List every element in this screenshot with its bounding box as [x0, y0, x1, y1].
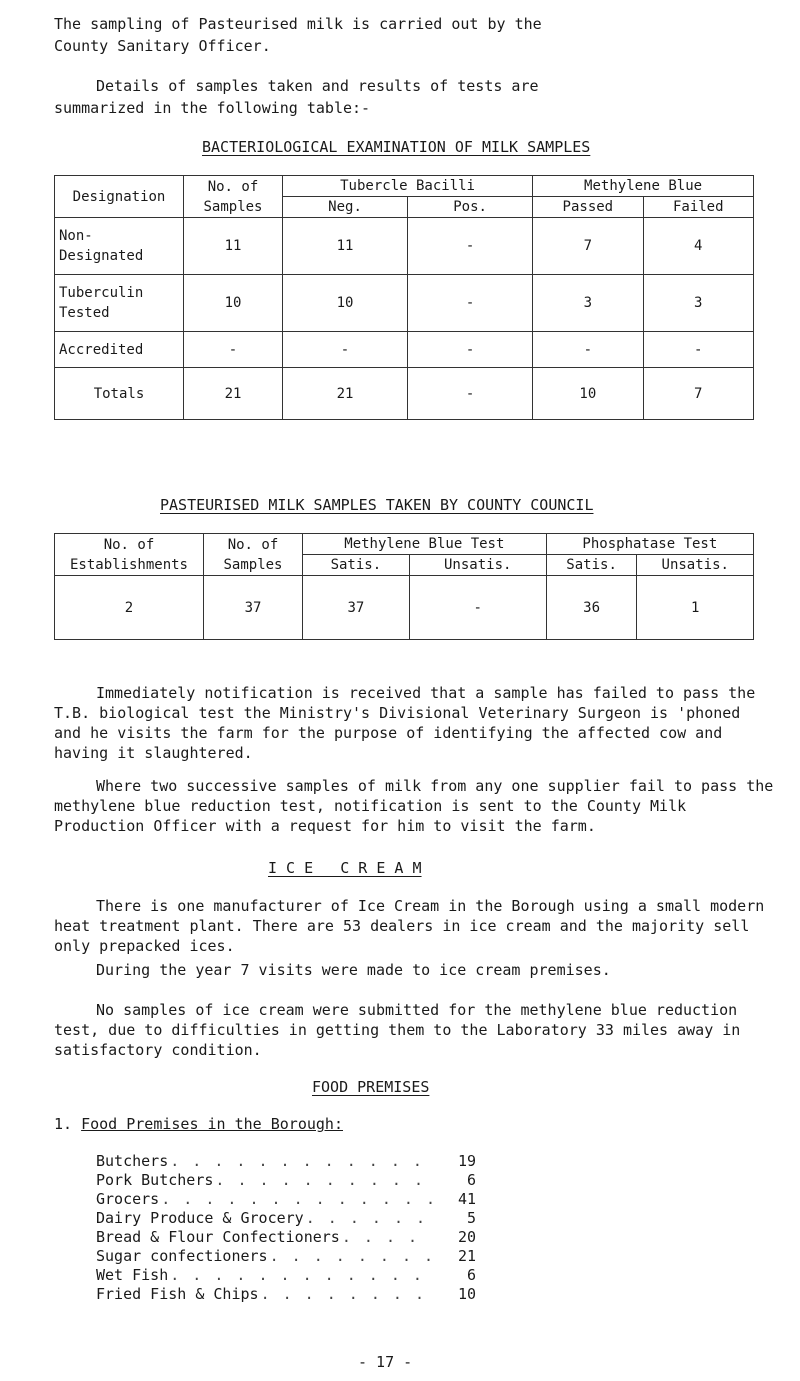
- neg-cell: 21: [283, 368, 408, 420]
- samples-cell: 37: [204, 576, 303, 640]
- table-row: [55, 332, 754, 368]
- item-label: Butchers: [96, 1152, 169, 1170]
- col-passed: Passed: [533, 197, 643, 218]
- col-failed: Failed: [643, 197, 753, 218]
- totals-label: Totals: [55, 368, 184, 420]
- designation-cell: Tuberculin Tested: [55, 275, 184, 332]
- item-label: Grocers: [96, 1190, 160, 1208]
- col-establishments: No. of Establishments: [55, 534, 204, 576]
- list-item: [96, 1227, 476, 1246]
- item-count: 21: [457, 1247, 476, 1265]
- list-item: [96, 1284, 476, 1303]
- passed-cell: 3: [533, 275, 643, 332]
- item-count: 19: [457, 1152, 476, 1170]
- leader-dots: . . . . . .: [305, 1209, 428, 1227]
- item-count: 41: [457, 1190, 476, 1208]
- col-mb-unsatis: Unsatis.: [409, 555, 546, 576]
- intro-line-3: Details of samples taken and results of tests are: [96, 77, 539, 95]
- table-row: [55, 576, 754, 640]
- samples-cell: -: [184, 332, 283, 368]
- leader-dots: . . . . . . . . . . . .: [170, 1152, 424, 1170]
- samples-cell: 10: [184, 275, 283, 332]
- col-samples: No. of Samples: [204, 534, 303, 576]
- col-methylene: Methylene Blue: [533, 176, 754, 197]
- subheading-number: 1.: [54, 1115, 73, 1133]
- leader-dots: . . . .: [341, 1228, 420, 1246]
- leader-dots: . . . . . . . .: [260, 1285, 427, 1303]
- ph-unsatis-cell: 1: [637, 576, 754, 640]
- item-label: Fried Fish & Chips: [96, 1285, 259, 1303]
- leader-dots: . . . . . . . . . . . .: [170, 1266, 424, 1284]
- item-count: 6: [466, 1266, 476, 1284]
- paragraph-ice-cream-3: No samples of ice cream were submitted for the methylene blue reduction test, due to difficulties in getting them to the Laboratory 33 miles away in satisfactory condition.: [54, 1001, 741, 1059]
- list-item: [96, 1246, 476, 1265]
- col-pos: Pos.: [408, 197, 533, 218]
- col-designation: Designation: [55, 176, 184, 218]
- totals-row: [55, 368, 754, 420]
- table1-heading: BACTERIOLOGICAL EXAMINATION OF MILK SAMPLES: [202, 138, 591, 156]
- food-premises-subheading: [54, 1114, 343, 1134]
- pos-cell: -: [408, 218, 533, 275]
- col-methylene: Methylene Blue Test: [303, 534, 547, 555]
- paragraph-ice-cream-2: During the year 7 visits were made to ice cream premises.: [96, 961, 611, 979]
- item-label: Pork Butchers: [96, 1171, 214, 1189]
- col-phosphatase: Phosphatase Test: [546, 534, 753, 555]
- table2-heading: PASTEURISED MILK SAMPLES TAKEN BY COUNTY COUNCIL: [160, 496, 594, 514]
- list-item: [96, 1189, 476, 1208]
- col-tubercle: Tubercle Bacilli: [283, 176, 533, 197]
- list-item: [96, 1151, 476, 1170]
- item-label: Dairy Produce & Grocery: [96, 1209, 304, 1227]
- passed-cell: 7: [533, 218, 643, 275]
- table-row: [55, 275, 754, 332]
- establishments-cell: 2: [55, 576, 204, 640]
- col-ph-unsatis: Unsatis.: [637, 555, 754, 576]
- passed-cell: -: [533, 332, 643, 368]
- subheading-text: Food Premises in the Borough:: [81, 1115, 343, 1133]
- mb-satis-cell: 37: [303, 576, 410, 640]
- item-label: Wet Fish: [96, 1266, 169, 1284]
- item-count: 5: [466, 1209, 476, 1227]
- leader-dots: . . . . . . . . . .: [215, 1171, 425, 1189]
- intro-line-1: The sampling of Pasteurised milk is carried out by the: [54, 15, 542, 33]
- pos-cell: -: [408, 332, 533, 368]
- bacteriological-table: [54, 175, 754, 420]
- samples-cell: 11: [184, 218, 283, 275]
- mb-unsatis-cell: -: [409, 576, 546, 640]
- neg-cell: 10: [283, 275, 408, 332]
- neg-cell: 11: [283, 218, 408, 275]
- col-neg: Neg.: [283, 197, 408, 218]
- item-count: 6: [466, 1171, 476, 1189]
- col-mb-satis: Satis.: [303, 555, 410, 576]
- item-count: 10: [457, 1285, 476, 1303]
- food-premises-heading: FOOD PREMISES: [312, 1078, 430, 1096]
- designation-cell: Non- Designated: [55, 218, 184, 275]
- failed-cell: 4: [643, 218, 753, 275]
- list-item: [96, 1170, 476, 1189]
- premises-list: [96, 1151, 476, 1303]
- col-samples: No. of Samples: [184, 176, 283, 218]
- item-label: Bread & Flour Confectioners: [96, 1228, 340, 1246]
- item-label: Sugar confectioners: [96, 1247, 268, 1265]
- ph-satis-cell: 36: [546, 576, 637, 640]
- failed-cell: 3: [643, 275, 753, 332]
- samples-cell: 21: [184, 368, 283, 420]
- leader-dots: . . . . . . . .: [269, 1247, 436, 1265]
- intro-line-2: County Sanitary Officer.: [54, 37, 271, 55]
- pos-cell: -: [408, 368, 533, 420]
- neg-cell: -: [283, 332, 408, 368]
- failed-cell: 7: [643, 368, 753, 420]
- col-ph-satis: Satis.: [546, 555, 637, 576]
- list-item: [96, 1265, 476, 1284]
- pasteurised-table: [54, 533, 754, 640]
- passed-cell: 10: [533, 368, 643, 420]
- ice-cream-heading: I C E C R E A M: [268, 859, 422, 877]
- paragraph-tb-test: Immediately notification is received that a sample has failed to pass the T.B. biological test the Ministry's Divisional Veterinary Surgeon is 'phoned and he visits the farm for the purpose of identifying the affected cow and having it slaughtered.: [54, 684, 756, 762]
- paragraph-ice-cream-1: There is one manufacturer of Ice Cream in the Borough using a small modern heat treatment plant. There are 53 dealers in ice cream and the majority sell only prepacked ices.: [54, 897, 765, 955]
- page-number: - 17 -: [358, 1353, 413, 1371]
- paragraph-methylene: Where two successive samples of milk from any one supplier fail to pass the methylene blue reduction test, notification is sent to the County Milk Production Officer with a request for him to visit the farm.: [54, 777, 774, 835]
- designation-cell: Accredited: [55, 332, 184, 368]
- table-row: [55, 218, 754, 275]
- leader-dots: . . . . . . . . . . . . .: [161, 1190, 437, 1208]
- list-item: [96, 1208, 476, 1227]
- pos-cell: -: [408, 275, 533, 332]
- intro-line-4: summarized in the following table:-: [54, 99, 371, 117]
- failed-cell: -: [643, 332, 753, 368]
- item-count: 20: [457, 1228, 476, 1246]
